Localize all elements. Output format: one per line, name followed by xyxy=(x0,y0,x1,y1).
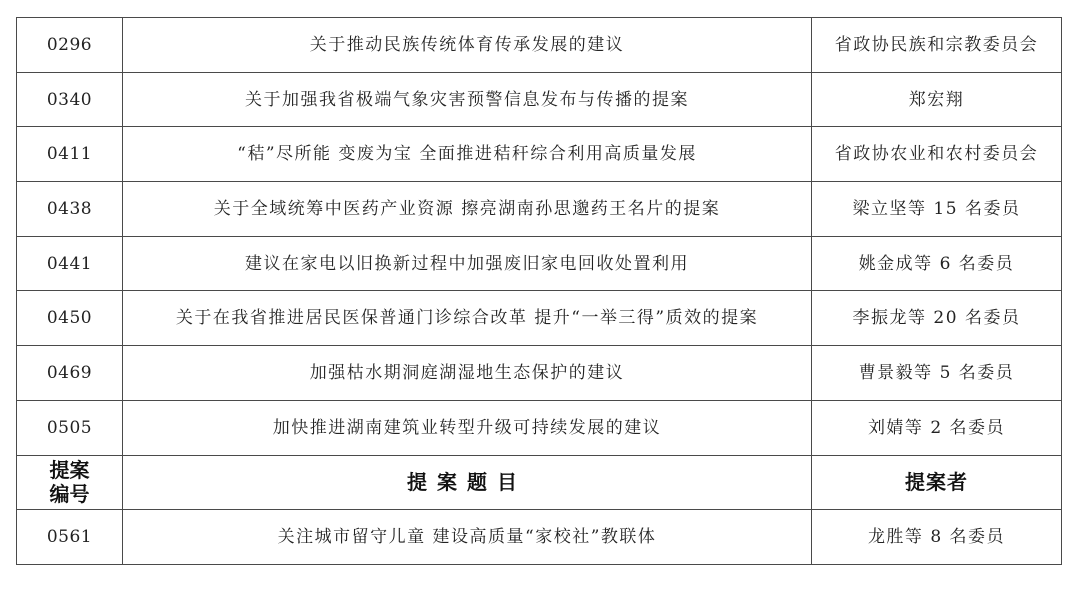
proposal-title: 关于全域统筹中医药产业资源 擦亮湖南孙思邈药王名片的提案 xyxy=(123,182,812,237)
proposal-table xyxy=(16,17,1062,565)
proposal-proposer: 李振龙等 20 名委员 xyxy=(812,291,1062,346)
proposal-title: “秸”尽所能 变废为宝 全面推进秸秆综合利用高质量发展 xyxy=(123,127,812,182)
proposal-proposer: 梁立坚等 15 名委员 xyxy=(812,182,1062,237)
table-row xyxy=(17,346,1062,401)
proposal-title: 加强枯水期洞庭湖湿地生态保护的建议 xyxy=(123,346,812,401)
proposal-number: 0469 xyxy=(17,346,123,401)
table-header-row xyxy=(17,455,1062,510)
proposal-number: 0411 xyxy=(17,127,123,182)
proposal-proposer: 省政协农业和农村委员会 xyxy=(812,127,1062,182)
proposal-proposer: 曹景毅等 5 名委员 xyxy=(812,346,1062,401)
proposal-number: 0505 xyxy=(17,400,123,455)
table-row xyxy=(17,291,1062,346)
proposal-proposer: 省政协民族和宗教委员会 xyxy=(812,18,1062,73)
proposal-number: 0438 xyxy=(17,182,123,237)
proposal-proposer: 郑宏翔 xyxy=(812,72,1062,127)
proposal-title: 关于在我省推进居民医保普通门诊综合改革 提升“一举三得”质效的提案 xyxy=(123,291,812,346)
table-row xyxy=(17,510,1062,565)
header-title-cell: 提案题目 xyxy=(123,455,812,510)
proposal-proposer: 姚金成等 6 名委员 xyxy=(812,236,1062,291)
proposal-number: 0296 xyxy=(17,18,123,73)
proposal-proposer: 刘婧等 2 名委员 xyxy=(812,400,1062,455)
header-number-line1: 提案 xyxy=(49,458,90,483)
proposal-number: 0450 xyxy=(17,291,123,346)
proposal-title: 关注城市留守儿童 建设高质量“家校社”教联体 xyxy=(123,510,812,565)
proposal-number: 0441 xyxy=(17,236,123,291)
proposal-proposer: 龙胜等 8 名委员 xyxy=(812,510,1062,565)
proposal-title: 关于推动民族传统体育传承发展的建议 xyxy=(123,18,812,73)
table-row xyxy=(17,236,1062,291)
table-row xyxy=(17,18,1062,73)
header-number-cell xyxy=(17,455,123,510)
proposal-number: 0561 xyxy=(17,510,123,565)
proposal-number: 0340 xyxy=(17,72,123,127)
table-row xyxy=(17,182,1062,237)
proposal-title: 建议在家电以旧换新过程中加强废旧家电回收处置利用 xyxy=(123,236,812,291)
proposal-title: 加快推进湖南建筑业转型升级可持续发展的建议 xyxy=(123,400,812,455)
proposal-title: 关于加强我省极端气象灾害预警信息发布与传播的提案 xyxy=(123,72,812,127)
header-proposer-cell: 提案者 xyxy=(812,455,1062,510)
table-row xyxy=(17,72,1062,127)
table-row xyxy=(17,400,1062,455)
header-number-line2: 编号 xyxy=(49,482,90,507)
table-row xyxy=(17,127,1062,182)
